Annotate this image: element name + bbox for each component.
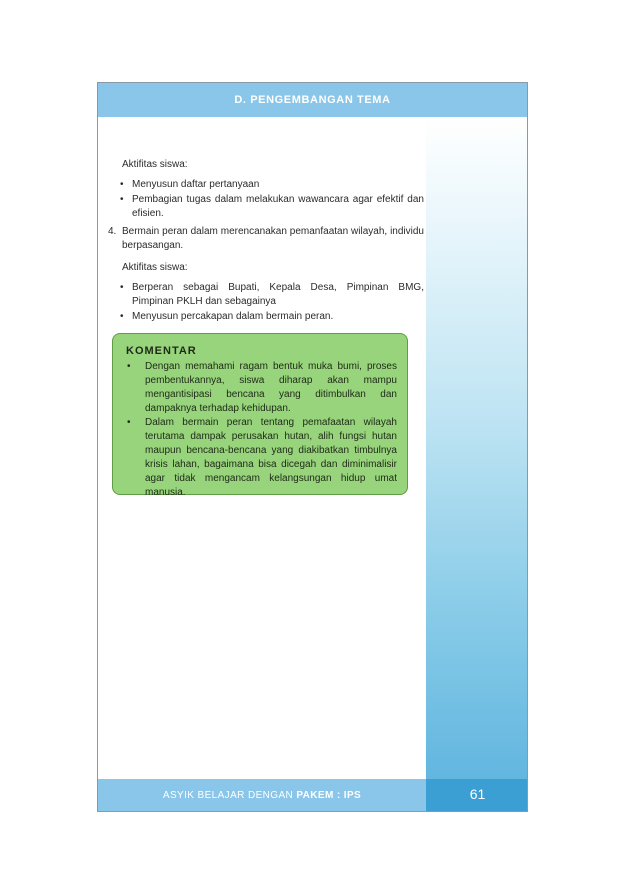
list-item: • Dengan memahami ragam bentuk muka bumi, proses pembentukannya, siswa diharap akan mampu mengantisipasi bencana yang ditimbulkan dan dampaknya terhadap kehidupan.	[127, 361, 397, 414]
main-content	[108, 158, 424, 328]
list-item: • Menyusun daftar pertanyaan	[120, 179, 260, 190]
item-number: 4.	[108, 226, 117, 237]
section-title: D. PENGEMBANGAN TEMA	[234, 94, 391, 106]
komentar-title: KOMENTAR	[126, 345, 197, 357]
bullet-icon: •	[120, 311, 124, 322]
bullet-icon: •	[120, 194, 124, 205]
list-item: • Menyusun percakapan dalam bermain peran.	[120, 311, 334, 322]
item-text: Bermain peran dalam merencanakan pemanfaatan wilayah, individu berpasangan.	[122, 226, 424, 251]
numbered-item-4	[108, 225, 424, 253]
bullet-list-1	[112, 178, 424, 221]
list-item: • Berperan sebagai Bupati, Kepala Desa, Pimpinan BMG, Pimpinan PKLH dan sebagainya	[120, 282, 424, 307]
footer-text: ASYIK BELAJAR DENGAN PAKEM : IPS	[162, 790, 362, 801]
side-gradient-panel	[426, 117, 528, 779]
bullet-icon: •	[127, 361, 131, 372]
list-item: • Dalam bermain peran tentang pemafaatan wilayah terutama dampak perusakan hutan, alih fungsi hutan maupun bencana-bencana yang diakibatkan timbulnya krisis lahan, bagaimana bisa dicegah dan diminimalisir agar tidak mengancam kelangsungan hidup umat manusia.	[127, 417, 397, 498]
komentar-box	[112, 333, 408, 498]
komentar-list	[125, 360, 397, 500]
aktifitas-label-1: Aktifitas siswa:	[122, 159, 188, 170]
aktifitas-label-2: Aktifitas siswa:	[122, 262, 188, 273]
list-item: • Pembagian tugas dalam melakukan wawancara agar efektif dan efisien.	[120, 194, 424, 219]
bullet-icon: •	[120, 179, 124, 190]
page-number: 61	[469, 786, 486, 802]
page-frame	[97, 82, 528, 812]
bullet-icon: •	[127, 417, 131, 428]
bullet-list-2	[112, 281, 424, 324]
bullet-icon: •	[120, 282, 124, 293]
